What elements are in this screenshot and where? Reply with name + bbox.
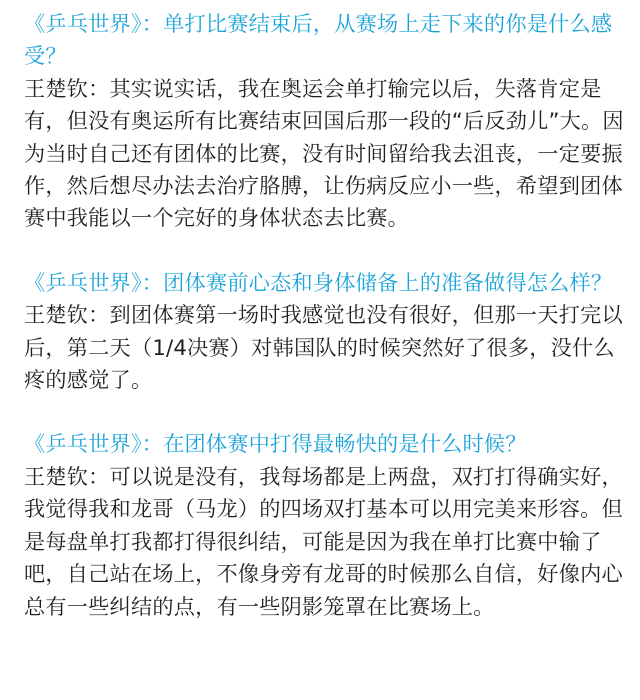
answer-text [24,461,623,623]
answer-line: 疼的感觉了。 [24,367,153,393]
question-line: 《乒乓世界》：单打比赛结束后，从赛场上走下来的你是什么感 [24,11,613,36]
answer-line: 我觉得我和龙哥（马龙）的四场双打基本可以用完美来形容。但 [24,496,623,522]
question-text [24,8,616,73]
qa-block [24,8,624,235]
qa-block [24,267,623,397]
answer-line: 赛中我能以一个完好的身体状态去比赛。 [24,205,409,231]
answer-line: 王楚钦：其实说实话，我在奥运会单打输完以后，失落肯定是 [24,75,602,101]
answer-line: 有，但没有奥运所有比赛结束回国后那一段的“后反劲儿”大。因 [24,108,624,134]
question-text [24,267,616,299]
answer-line: 后，第二天（1/4决赛）对韩国队的时候突然好了很多，没什么 [24,334,615,360]
answer-line: 吧，自己站在场上，不像身旁有龙哥的时候那么自信，好像内心 [24,561,623,587]
answer-line: 为当时自己还有团体的比赛，没有时间留给我去沮丧，一定要振 [24,140,623,166]
answer-text [24,299,623,396]
answer-line: 总有一些纠结的点，有一些阴影笼罩在比赛场上。 [24,593,495,619]
answer-line: 王楚钦：到团体赛第一场时我感觉也没有很好，但那一天打完以 [24,302,623,328]
question-line: 《乒乓世界》：团体赛前心态和身体储备上的准备做得怎么样？ [24,269,613,295]
answer-line: 是每盘单打我都打得很纠结，可能是因为我在单打比赛中输了 [24,528,602,554]
answer-line: 作，然后想尽办法去治疗胳膊，让伤病反应小一些，希望到团体 [24,173,623,199]
answer-line: 王楚钦：可以说是没有，我每场都是上两盘，双打打得确实好， [24,463,623,489]
question-text [24,428,616,460]
answer-text [24,73,624,235]
qa-block [24,428,623,622]
question-line: 受？ [24,43,67,69]
question-line: 《乒乓世界》：在团体赛中打得最畅快的是什么时候？ [24,431,527,457]
